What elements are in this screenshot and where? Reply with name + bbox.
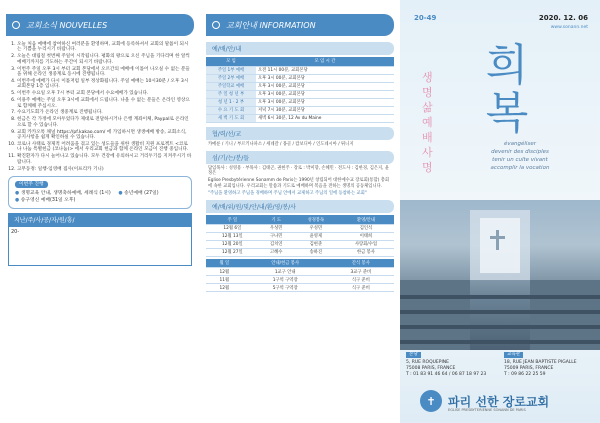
schedule-cell: 우성민	[294, 224, 338, 232]
website: www.sonann.net	[550, 25, 588, 30]
worship-time: 새벽 6시 30분, 12 Av du Maine	[256, 114, 394, 122]
worship-row	[206, 106, 394, 114]
info-header: 교회안내 INFORMATION	[206, 14, 394, 36]
notice-item: 1. 오늘 처음 예배에 참여하신 여러분을 환영하며, 교회에 등록하셔서 교회의 말씀이 되시는 기쁨을 누리시기 바랍니다.	[17, 42, 192, 53]
worship-table	[206, 57, 394, 123]
church-interior-photo	[400, 200, 600, 350]
worship-time: 저녁 7시 30분, 교회본당	[256, 106, 394, 114]
col-header: 간식 봉사	[328, 259, 394, 268]
service-cell: 식구 준비	[328, 276, 394, 284]
schedule-row	[206, 224, 394, 232]
cover-title: 희 복	[485, 40, 529, 139]
info-panel	[200, 0, 400, 423]
col-header: 기 도	[259, 215, 294, 224]
notice-item: 2. 오늘은 대림절 첫번째 주일이 시작됩니다. 평화의 왕으로 오신 주님을 기다리며 한 알씩 예배기까지를 기도하는 주간이 되시기 바랍니다.	[17, 54, 192, 65]
mission-section-title: 협/력/선/교	[206, 127, 394, 140]
issue-date: 2020. 12. 06	[538, 14, 588, 22]
schedule-section-title: 예/배/위/원/및/안/내/환/영/봉/사	[206, 200, 394, 213]
notice-item: 9. 교회 카카오톡 채널 https://pf.kakao.com/ 에 가입하시면 생생예배 방송, 교회소식, 공지사항을 쉽게 확인하실 수 있습니다.	[17, 130, 192, 141]
schedule-cell: 사랑회/수업	[338, 240, 394, 248]
schedule-cell: 12월 6일	[206, 224, 259, 232]
schedule-cell: 김치연	[259, 240, 294, 248]
service-row	[206, 268, 394, 276]
schedule-row	[206, 248, 394, 256]
notice-item: 4. 이번주에 예배가 다시 이틀저럼 일부 정상화됩니다. 주일 예배는 10시30분 / 오후 3시 교회본당 1층 입니다.	[17, 79, 192, 90]
issue-number: 20-49	[414, 14, 437, 22]
offering-body: 20-	[8, 226, 192, 266]
service-cell: 1교구 안내	[243, 268, 328, 276]
notice-item: 12. 고무동정: 일행-임영배 집사(이프리카 기니)	[17, 167, 192, 172]
col-header: 모 임 시 간	[256, 57, 394, 66]
upcoming-box	[8, 176, 192, 209]
service-cell: 12월	[206, 284, 243, 292]
upcoming-item: ● 생명교육 안내, 생명축하예배, 세례식 (1시)	[15, 190, 111, 197]
address-education: 교육관 18, RUE JEAN BAPTISTE PIGALLE 75009 PARIS, FRANCE T : 09 86 22 25 59	[504, 352, 577, 377]
schedule-cell: 김인석	[338, 224, 394, 232]
news-header: 교회소식 NOUVELLES	[6, 14, 194, 36]
worship-row	[206, 82, 394, 90]
vertical-word: 생명	[422, 71, 433, 99]
upcoming-item: ● 송구영신 예배(31일 오후)	[15, 197, 75, 204]
service-cell: 12월	[206, 268, 243, 276]
vertical-word: 예배	[422, 116, 433, 144]
schedule-cell: 12월 20일	[206, 240, 259, 248]
schedule-cell: 구나민	[259, 232, 294, 240]
church-interior-illustration	[400, 200, 600, 350]
worship-time: 오후 3시 00분, 교회본당	[256, 82, 394, 90]
worship-row	[206, 66, 394, 74]
col-header: 주 일	[206, 215, 259, 224]
schedule-cell: 12월 13일	[206, 232, 259, 240]
intro-text: Eglise Presbytérienne Sonamm de Paris는 1990년 창립되어 대한예수교 장로회(통합) 총회에 속한 교회입니다. 우리교회는 말씀과 기도로 예배하며 복음을 전하는 생명의 공동체입니다.	[208, 178, 390, 189]
notice-item: 8. 헌금은 각 가정에 모아두었다가 제대로 전달하시거나 은행 계좌이체, Paypal로 온라인으로 할 수 있습니다.	[17, 117, 192, 128]
vertical-word: 삶	[422, 101, 433, 114]
service-table	[206, 259, 394, 293]
service-cell: 1구역 구역장	[243, 276, 328, 284]
worship-row	[206, 90, 394, 98]
col-header: 월 일	[206, 259, 243, 268]
service-cell: 식구 준비	[328, 284, 394, 292]
schedule-cell: 이태희	[338, 232, 394, 240]
notice-item: 3. 이번주 주일 오후 3시 부터 교회 본당에서 오르간의 예배에 이틀어 나오실 수 없는 분들을 위해 온라인 생중계로 동시에 진행됩니다.	[17, 67, 192, 78]
schedule-cell: 김현준	[294, 240, 338, 248]
french-motto: évangéliser devenir des disciples tenir un culte vivant accomplir la vocation	[490, 141, 550, 171]
col-header: 안내/헌금 봉사	[243, 259, 328, 268]
news-panel	[0, 0, 200, 423]
staff-text: 담임목사 : 성영용 · 부목사 : 김태곤, 권현주 · 장로 : 박미향, 손혜민 · 전도사 : 김한경, 김은지, 윤정은	[208, 165, 390, 177]
cover-panel	[400, 0, 600, 423]
col-header: 모 임	[206, 57, 256, 66]
schedule-table	[206, 215, 394, 257]
address-main: 본당 5, RUE ROQUEPINE 75008 PARIS, FRANCE T : 01 83 91 46 64 / 06 87 18 97 23	[406, 352, 487, 377]
notice-item: 5. 이번주 수요일 오후 7시 부터 교회 본당에서 수요예배가 있습니다.	[17, 91, 192, 96]
vertical-words	[422, 70, 437, 175]
worship-name: 새 벽 기 도 회	[206, 114, 256, 122]
service-row	[206, 284, 394, 292]
schedule-row	[206, 240, 394, 248]
worship-row	[206, 114, 394, 122]
worship-name: 수 요 기 도 회	[206, 106, 256, 114]
staff-section-title: 섬/기/는/분/들	[206, 151, 394, 164]
mission-text: 카메룬 / 기니 / 부르키나파소 / 세네갈 / 몽골 / 캄보디아 / 인도네시아 / 튀니지	[208, 141, 354, 147]
worship-name: 주일학교 예배	[206, 82, 256, 90]
service-cell: 3교구 준비	[328, 268, 394, 276]
notice-item: 6. 이용주 예배는 주일 오후 3시에 교회에서 드립니다. 나올 수 없는 분들은 온라인 영상으로 함께해 주십시오.	[17, 98, 192, 109]
col-header: 환영/안내	[338, 215, 394, 224]
schedule-cell: 윤영제	[294, 232, 338, 240]
worship-row	[206, 74, 394, 82]
intro-quote: "주님을 환영하고 주님을 경배하며 주님 안에서 교제하고 주님의 일에 동참하는 교회"	[208, 190, 367, 196]
worship-section-title: 예/배/안/내	[206, 42, 394, 55]
vertical-word: 사명	[422, 146, 433, 174]
worship-time: 오후 3시 00분, 교회본당	[256, 90, 394, 98]
schedule-cell: 12월 27일	[206, 248, 259, 256]
bullet-icon	[212, 21, 220, 29]
schedule-cell: 고혜수	[259, 248, 294, 256]
upcoming-item: ● 송년예배 (27일)	[118, 190, 158, 197]
col-header: 성경봉독	[294, 215, 338, 224]
schedule-cell: 우성민	[259, 224, 294, 232]
worship-name: 청 년 1 · 2 부	[206, 98, 256, 106]
worship-time: 오전 11시 00분, 교회본당	[256, 66, 394, 74]
service-cell: 5구역 구역장	[243, 284, 328, 292]
schedule-row	[206, 232, 394, 240]
worship-time: 오후 3시 00분, 교회본당	[256, 98, 394, 106]
worship-name: 주일 1부 예배	[206, 66, 256, 74]
notice-item: 7. 수요기도회가 온라인 생중계로 진행됩니다.	[17, 110, 192, 115]
service-row	[206, 276, 394, 284]
church-name-en: EGLISE PRESBYTERIENNE SONANN DE PARIS	[448, 408, 526, 412]
cross-icon: ✝	[420, 390, 442, 412]
church-name: 파리 선한 장로교회	[448, 394, 550, 409]
upcoming-tag: 이번주 진행	[15, 181, 48, 188]
notice-item: 11. 확진환자가 다시 늘어나고 있습니다. 모두 건강에 유의하시고 거리두기를 지켜주시기 바랍니다.	[17, 154, 192, 165]
offering-header: 지난/주/사/공/자/원/흥/	[8, 213, 192, 226]
worship-name: 주일 2부 예배	[206, 74, 256, 82]
church-logo	[420, 386, 590, 416]
notice-item: 10. 코로나 사태로 경제적 어려움을 겪고 있는 성도들을 위한 생활비 지원 프로젝트 <코로나 나눔 특별헌금 (코나눔)> 에서 우리교회 헌금과 함께 온라인 모금이 진행 중입니다.	[17, 142, 192, 153]
notice-list	[8, 42, 192, 172]
bullet-icon	[12, 21, 20, 29]
schedule-cell: 한금 봉사	[338, 248, 394, 256]
worship-row	[206, 98, 394, 106]
service-cell: 11월	[206, 276, 243, 284]
worship-name: 주 일 청 년 부	[206, 90, 256, 98]
worship-time: 오후 3시 00분, 교회본당	[256, 74, 394, 82]
schedule-cell: 송하진	[294, 248, 338, 256]
